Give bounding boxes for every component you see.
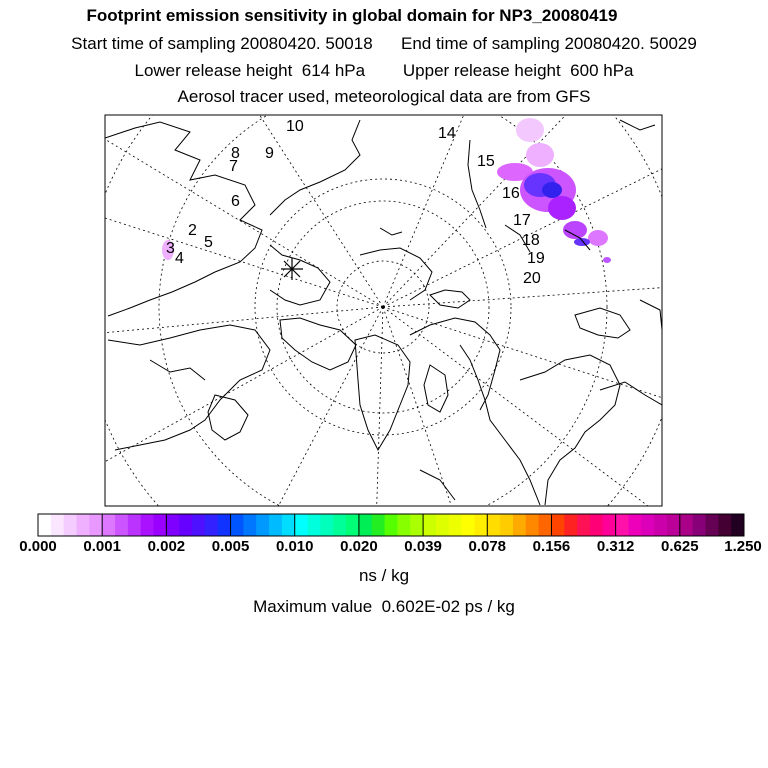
trajectory-label: 5 [204,234,213,251]
colorbar-cell [616,514,629,536]
trajectory-label: 8 [231,145,240,162]
colorbar-cell [38,514,51,536]
colorbar-cell [397,514,410,536]
colorbar-tick-label: 0.002 [147,538,186,555]
colorbar-cell [320,514,333,536]
sampling-time-line: Start time of sampling 20080420. 50018 End time of sampling 20080420. 50029 [71,34,697,53]
colorbar-cell [667,514,680,536]
colorbar-cell [731,514,744,536]
colorbar-cell [590,514,603,536]
trajectory-label: 10 [286,118,304,135]
colorbar-cell [487,514,500,536]
trajectory-label: 16 [502,185,520,202]
colorbar-cells [38,514,744,536]
colorbar-tick-label: 0.000 [19,538,57,555]
colorbar-unit: ns / kg [358,566,410,585]
colorbar-cell [218,514,231,536]
maximum-value-text: Maximum value 0.602E-02 ps / kg [253,597,515,616]
map-title: Footprint emission sensitivity in global domain for NP3_20080419 [86,6,618,25]
colorbar-cell [269,514,282,536]
colorbar-cell [372,514,385,536]
trajectory-label: 3 [166,240,175,257]
colorbar-cell [474,514,487,536]
colorbar-tick-label: 0.005 [211,538,250,555]
colorbar-cell [449,514,462,536]
colorbar-cell [256,514,269,536]
trajectory-label: 15 [477,153,495,170]
colorbar-cell [359,514,372,536]
trajectory-label: 19 [527,250,545,267]
colorbar-tick-label: 1.250 [724,538,762,555]
trajectory-label: 6 [231,193,240,210]
colorbar-cell [333,514,346,536]
colorbar-tick-label: 0.010 [275,538,314,555]
colorbar-cell [102,514,115,536]
trajectory-label: 17 [513,212,531,229]
trajectory-label: 14 [438,125,456,142]
colorbar-cell [526,514,539,536]
colorbar-cell [705,514,718,536]
colorbar-tick-label: 0.312 [596,538,635,555]
colorbar-cell [539,514,552,536]
colorbar-cell [423,514,436,536]
colorbar-cell [436,514,449,536]
colorbar-cell [179,514,192,536]
colorbar-cell [654,514,667,536]
colorbar-cell [295,514,308,536]
colorbar-cell [603,514,616,536]
colorbar-cell [205,514,218,536]
colorbar-cell [154,514,167,536]
colorbar-cell [115,514,128,536]
colorbar-cell [641,514,654,536]
release-height-line: Lower release height 614 hPa Upper release height 600 hPa [134,61,634,80]
colorbar-cell [231,514,244,536]
trajectory-label: 4 [175,250,184,267]
colorbar-cell [77,514,90,536]
trajectory-label: 2 [188,222,197,239]
trajectory-label: 9 [265,145,274,162]
colorbar-cell [628,514,641,536]
colorbar-cell [141,514,154,536]
colorbar-cell [551,514,564,536]
trajectory-label: 20 [523,270,541,287]
colorbar-cell [513,514,526,536]
colorbar-tick-label: 0.001 [83,538,121,555]
colorbar-cell [346,514,359,536]
trajectory-label: 18 [522,232,540,249]
colorbar-cell [564,514,577,536]
colorbar-cell [577,514,590,536]
colorbar-tick-label: 0.039 [404,538,442,555]
colorbar-tick-label: 0.156 [532,538,571,555]
trajectory-label: 7 [229,158,238,175]
colorbar-cell [385,514,398,536]
colorbar-cell [64,514,77,536]
colorbar-cell [166,514,179,536]
colorbar-cell [51,514,64,536]
colorbar-tick-label: 0.078 [468,538,507,555]
colorbar-cell [462,514,475,536]
colorbar-cell [693,514,706,536]
colorbar-cell [680,514,693,536]
colorbar-cell [718,514,731,536]
colorbar-tick-label: 0.625 [661,538,699,555]
colorbar-cell [89,514,102,536]
colorbar-cell [410,514,423,536]
colorbar-cell [500,514,513,536]
colorbar-cell [282,514,295,536]
colorbar-cell [192,514,205,536]
colorbar-tick-label: 0.020 [340,538,378,555]
colorbar-cell [243,514,256,536]
colorbar-cell [128,514,141,536]
tracer-info-line: Aerosol tracer used, meteorological data are from GFS [177,87,591,106]
colorbar-cell [308,514,321,536]
